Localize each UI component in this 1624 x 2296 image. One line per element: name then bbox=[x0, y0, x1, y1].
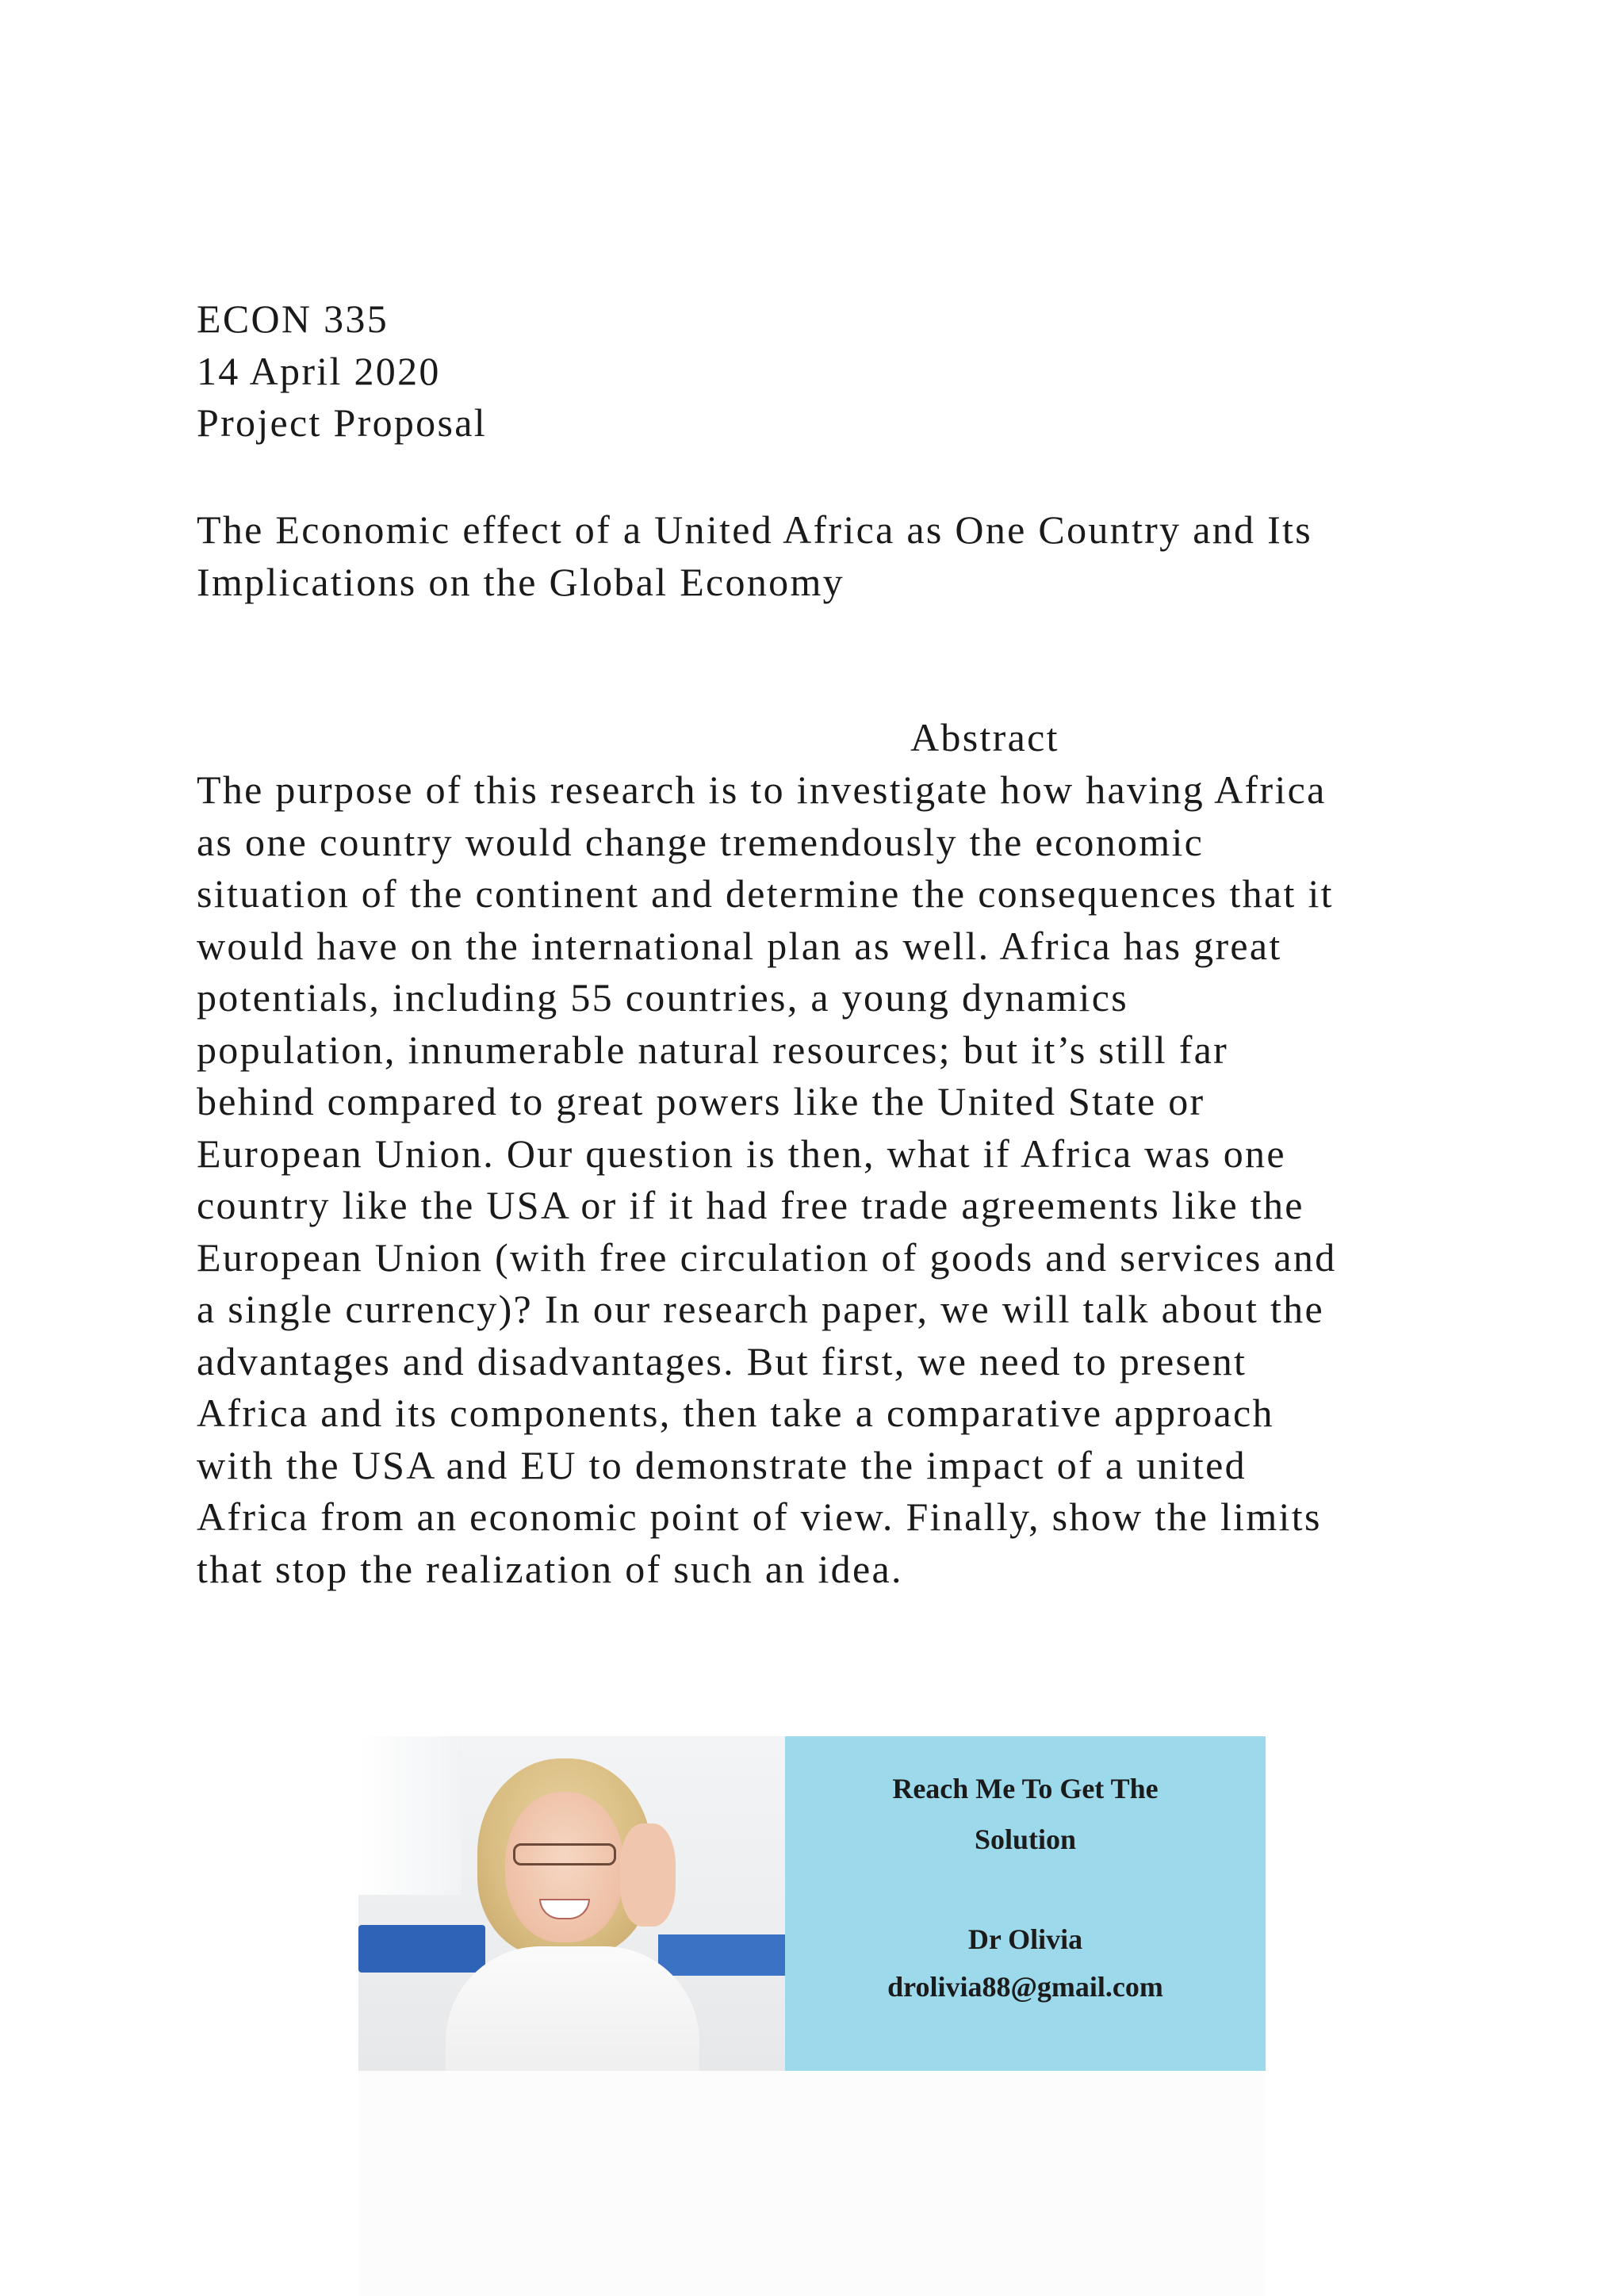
document-title bbox=[197, 504, 1450, 608]
abstract-line: would have on the international plan as well. Africa has great bbox=[197, 923, 1282, 968]
title-line: Implications on the Global Economy bbox=[197, 559, 845, 604]
abstract-line: country like the USA or if it had free trade agreements like the bbox=[197, 1183, 1304, 1227]
chair-left bbox=[358, 1925, 485, 1973]
footer-area bbox=[358, 2071, 1266, 2296]
abstract-heading: Abstract bbox=[910, 715, 1059, 760]
abstract-line: behind compared to great powers like the United State or bbox=[197, 1079, 1205, 1123]
chair-right bbox=[658, 1934, 785, 1976]
abstract-body bbox=[197, 764, 1450, 1595]
document-date: 14 April 2020 bbox=[197, 348, 441, 393]
person-face bbox=[505, 1792, 624, 1942]
abstract-line: The purpose of this research is to investigate how having Africa bbox=[197, 767, 1327, 812]
banner-photo bbox=[358, 1736, 785, 2071]
abstract-line: as one country would change tremendously the economic bbox=[197, 819, 1205, 864]
person-hand bbox=[620, 1823, 676, 1927]
title-line: The Economic effect of a United Africa as One Country and Its bbox=[197, 507, 1312, 552]
banner-email-link[interactable]: drolivia88@gmail.com bbox=[887, 1971, 1163, 2003]
abstract-line: European Union (with free circulation of goods and services and bbox=[197, 1234, 1337, 1280]
abstract-line: Africa from an economic point of view. Finally, show the limits bbox=[197, 1494, 1322, 1539]
person-blouse bbox=[446, 1946, 699, 2071]
abstract-line: advantages and disadvantages. But first, we need to present bbox=[197, 1338, 1247, 1383]
glasses-icon bbox=[513, 1843, 616, 1866]
document-header bbox=[197, 293, 1450, 450]
banner-card bbox=[785, 1736, 1266, 2071]
course-code: ECON 335 bbox=[197, 297, 389, 341]
abstract-line: a single currency)? In our research paper, we will talk about the bbox=[197, 1287, 1324, 1331]
abstract-line: population, innumerable natural resources; but it’s still far bbox=[197, 1027, 1229, 1072]
abstract-line: European Union. Our question is then, what if Africa was one bbox=[197, 1131, 1286, 1176]
window-light bbox=[358, 1736, 462, 1895]
abstract-line: situation of the continent and determine the consequences that it bbox=[197, 871, 1334, 916]
abstract-line: that stop the realization of such an idea. bbox=[197, 1546, 903, 1591]
document-type: Project Proposal bbox=[197, 400, 487, 445]
banner-name: Dr Olivia bbox=[967, 1923, 1083, 1955]
abstract-line: Africa and its components, then take a comparative approach bbox=[197, 1391, 1274, 1435]
banner-heading-line: Reach Me To Get The bbox=[892, 1773, 1159, 1804]
contact-banner[interactable] bbox=[358, 1736, 1266, 2071]
banner-heading bbox=[785, 1763, 1266, 1865]
abstract-line: potentials, including 55 countries, a young dynamics bbox=[197, 975, 1128, 1020]
abstract-line: with the USA and EU to demonstrate the impact of a united bbox=[197, 1442, 1247, 1487]
banner-heading-line: Solution bbox=[974, 1823, 1077, 1855]
